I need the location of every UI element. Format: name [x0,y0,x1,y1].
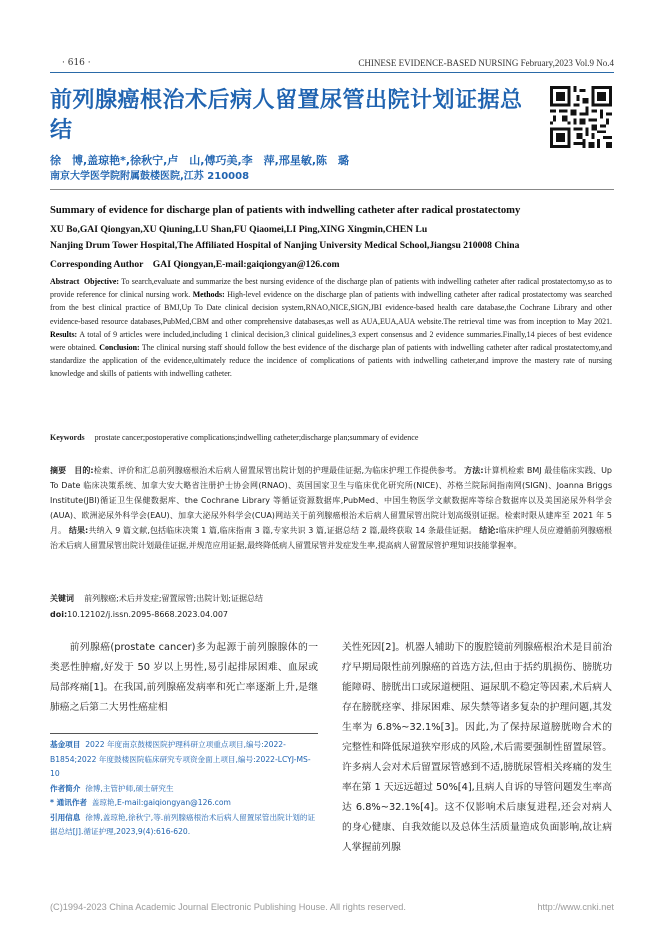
conclusion-text: The clinical nursing staff should follow the best evidence of the discharge plan of patients with indwelling catheter after radical prostatectomy,and standardize the application of the evidence,ultimately reduce the incidence of complications of patients with indwelling catheter,and improve the mastery rate of nursing knowledge and skills of patients with indwelling catheter. [50,343,612,379]
methods-cn-text: 计算机检索 BMJ 最佳临床实践、Up To Date 临床决策系统、加拿大安大略省注册护士协会网(RNAO)、英国国家卫生与临床优化研究所(NICE)、苏格兰院际间指南网(SIGN)、Joanna Briggs Institute(JBI)循证卫生保健数据库、the Cochrane Library 等循证资源数据库,PubMed、中国生物医学文献数据库等综合数据库以及美国泌尿外科学会(AUA)、欧洲泌尿外科学会(EAU)、加拿大泌尿外科学会(CUA)网站关于前列腺癌根治术后病人留置尿管出院计划高级别证据。检索时限从建库至 2021 年 5 月。 [50,466,612,535]
chinese-abstract [50,463,612,553]
results-cn-label: 结果: [68,526,89,535]
english-affiliation: Nanjing Drum Tower Hospital,The Affiliated Hospital of Nanjing University Medical School,Jiangsu 210008 China [50,240,520,251]
results-label: Results: [50,329,78,339]
abstract-label: Abstract [50,277,80,286]
header-rule [50,72,614,73]
doi [50,610,612,619]
affiliation-cn: 南京大学医学院附属鼓楼医院,江苏 210008 [50,171,250,182]
keywords-text: prostate cancer;postoperative complications;indwelling catheter;discharge plan;summary of evidence [94,433,419,442]
page-number: · 616 · [62,58,91,68]
journal-header: CHINESE EVIDENCE-BASED NURSING February,2023 Vol.9 No.4 [358,58,614,68]
qr-code-icon[interactable] [550,86,612,148]
divider [50,189,614,190]
corresponding-author: Corresponding Author GAI Qiongyan,E-mail:gaiqiongyan@126.com [50,259,340,270]
doi-label: doi: [50,610,68,619]
footnote-rule [50,733,318,734]
results-cn-text: 共纳入 9 篇文献,包括临床决策 1 篇,临床指南 3 篇,专家共识 3 篇,证据总结 2 篇,最终获取 14 条最佳证据。 [88,526,477,535]
objective-cn-label: 目的: [74,466,94,475]
cite-text: 徐博,盖琼艳,徐秋宁,等.前列腺癌根治术后病人留置尿管出院计划的证据总结[J].循证护理,2023,9(4):616-620. [50,812,316,836]
author-text: 徐博,主管护师,硕士研究生 [85,783,174,793]
corr-text: 盖琼艳,E-mail:gaiqiongyan@126.com [91,798,231,807]
body-text-right: 关性死因[2]。机器人辅助下的腹腔镜前列腺癌根治术是目前治疗早期局限性前列腺癌的首选方法,但由于括约肌损伤、膀胱功能障碍、膀胱出口或尿道梗阻、逼尿肌不稳定等因素,术后病人存在膀胱痉挛、排尿困难、尿失禁等诸多复杂的护理问题,其发生率为 6.8%~32.1%[3]。因此,为了保持尿道膀胱吻合术的完整性和降低尿道狭窄形成的风险,术后需要强制性留置尿管。许多病人会对术后留置尿管感到不适,膀胱尿管相关疼痛的发生率在第 1 天远远超过 50%[4],且病人自诉的导管问题发生率高达 6.8%~32.1%[4]。这不仅影响术后康复进程,还会对病人的身心健康、自我效能以及总体生活质量造成负面影响,故让病人掌握前列腺 [342,642,612,853]
objective-label: Objective: [84,277,120,286]
authors-cn: 徐 博,盖琼艳*,徐秋宁,卢 山,傅巧美,李 萍,邢星敏,陈 璐 [50,154,350,167]
methods-cn-label: 方法: [464,466,484,475]
cnki-link[interactable]: http://www.cnki.net [537,902,614,912]
author-label: 作者简介 [50,783,81,793]
article-title: 前列腺癌根治术后病人留置尿管出院计划证据总结 [50,88,523,143]
abstract-cn-label: 摘要 [50,466,67,475]
objective-text: To search,evaluate and summarize the best nursing evidence of the discharge plan of patients with indwelling catheter after radical prostatectomy,so as to provide reference for clinical nursing work. [50,277,612,300]
methods-text: High-level evidence on the discharge plan of patients with indwelling catheter after radical prostatectomy was searched from the best clinical practice of BMJ,Up To Date clinical decision system,RNAO,NICE,SIGN,JBI evidence-based health care database,the Cochrane Library and other evidence-based resource databases,PubMed,CBM and other comprehensive databases,as well as AUA,EUA,AUA website.The retrieval time was from inception to May 2021. [50,290,612,326]
chinese-keywords [50,593,612,604]
fund-text: 2022 年度南京鼓楼医院护理科研立项重点项目,编号:2022-B1854;2022 年度鼓楼医院临床研究专项资金面上项目,编号:2022-LCYJ-MS-10 [50,740,311,778]
objective-cn-text: 检索、评价和汇总前列腺癌根治术后病人留置尿管出院计划的护理最佳证据,为临床护理工作提供参考。 [93,466,462,475]
copyright-text: (C)1994-2023 China Academic Journal Electronic Publishing House. All rights reserved. [50,902,406,912]
conclusion-label: Conclusion: [99,343,140,353]
english-abstract [50,275,612,381]
fund-label: 基金项目 [50,740,81,749]
keywords-cn-text: 前列腺癌;术后并发症;留置尿管;出院计划;证据总结 [84,594,263,603]
results-text: A total of 9 articles were included,including 1 clinical decision,3 clinical guidelines,3 expert consensus and 2 evidence summaries.Finally,14 pieces of best evidence were obtained. [50,329,612,353]
english-authors: XU Bo,GAI Qiongyan,XU Qiuning,LU Shan,FU Qiaomei,LI Ping,XING Xingmin,CHEN Lu [50,224,428,235]
corr-label: * 通讯作者 [50,798,87,807]
body-text-left: 前列腺癌(prostate cancer)多为起源于前列腺腺体的一类恶性肿瘤,好发于 50 岁以上男性,易引起排尿困难、血尿或局部疼痛[1]。在我国,前列腺癌发病率和死亡率逐渐上升,是继肺癌之后第二大男性癌症相 [50,642,318,713]
funding-footnote [50,738,318,840]
methods-label: Methods: [192,290,225,300]
english-keywords [50,433,612,442]
english-title: Summary of evidence for discharge plan of patients with indwelling catheter after radical prostatectomy [50,205,521,216]
page-footer [50,902,614,912]
conclusion-cn-text: 临床护理人员应遵循前列腺癌根治术后病人留置尿管出院计划最佳证据,并规范应用证据,最终降低病人留置尿管并发症发生率,提高病人留置尿管护理知识技能掌握率。 [50,526,613,550]
keywords-cn-label: 关键词 [50,594,74,603]
cite-label: 引用信息 [50,812,81,822]
doi-value[interactable]: 10.12102/j.issn.2095-8668.2023.04.007 [67,610,229,619]
keywords-label: Keywords [50,433,85,442]
conclusion-cn-label: 结论: [479,526,499,535]
